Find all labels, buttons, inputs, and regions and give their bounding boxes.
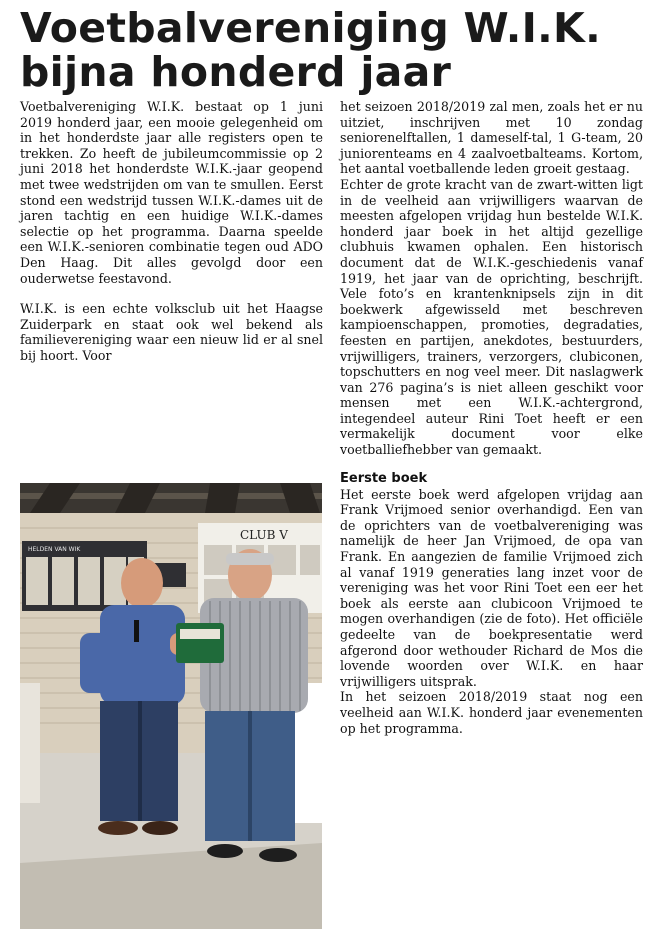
right-column (340, 99, 643, 736)
sign-club: CLUB V (240, 528, 288, 542)
paragraph-volksclub: W.I.K. is een echte volksclub uit het Haagse Zuiderpark en staat ook wel bekend als familievereniging waar een nieuw lid er al snel bij hoort. Voor (20, 301, 323, 363)
paragraph-kracht: Echter de grote kracht van de zwart-witten ligt in de veelheid aan vrijwilligers waarvan de meesten afgelopen vrijdag hun bestelde W.I.K. honderd jaar boek in het altijd gezellige clubhuis kwamen ophalen. Een historisch document dat de W.I.K.-geschiedenis vanaf 1919, het jaar van de oprichting, beschrijft. Vele foto’s en krantenknipsels zijn in dit boekwerk afgewisseld met beschreven kampioenschappen, promoties, degradaties, feesten en partijen, anekdotes, bestuurders, vrijwilligers, trainers, verzorgers, clubiconen, topschutters en nog veel meer. Dit naslagwerk van 276 pagina’s is niet alleen geschikt voor mensen met een W.I.K.-achtergrond, integendeel auteur Rini Toet heeft er een vermakelijk document voor elke voetballiefhebber van gemaakt. (340, 176, 643, 458)
paragraph-seizoen: het seizoen 2018/2019 zal men, zoals het er nu uitziet, inschrijven met 10 zondag seniorenelftallen, 1 dameself-tal, 1 G-team, 20 juniorenteams en 4 zaalvoetbalteams. Kortom, het aantal voetballende leden groeit gestaag. (340, 99, 643, 177)
paragraph-evenementen: In het seizoen 2018/2019 staat nog een veelheid aan W.I.K. honderd jaar evenementen op het programma. (340, 689, 643, 736)
subheading-eerste-boek: Eerste boek (340, 470, 428, 486)
paragraph-intro: Voetbalvereniging W.I.K. bestaat op 1 juni 2019 honderd jaar, een mooie gelegenheid om in het honderdste jaar alle registers open te trekken. Zo heeft de jubileumcommissie op 2 juni 2018 het honderdste W.I.K.-jaar geopend met twee wedstrijden om van te smullen. Eerst stond een wedstrijd tussen W.I.K.-dames uit de jaren tachtig en een huidige W.I.K.-dames selectie op het programma. Daarna speelde een W.I.K.-senioren combinatie tegen oud ADO Den Haag. Dit alles gevolgd door een ouderwetse feestavond. (20, 99, 323, 286)
article-photo (20, 483, 322, 929)
sign-helden: HELDEN VAN WIK (28, 546, 81, 553)
headline-line-2: bijna honderd jaar (20, 48, 452, 96)
left-column (20, 99, 323, 364)
paragraph-eerste-boek: Het eerste boek werd afgelopen vrijdag aan Frank Vrijmoed senior overhandigd. Een van de oprichters van de voetbalvereniging was namelijk de heer Jan Vrijmoed, de opa van Frank. En aangezien de familie Vrijmoed zich al vanaf 1919 generaties lang inzet voor de vereniging was het voor Rini Toet een eer het boek als eerste aan clubicoon Vrijmoed te mogen overhandigen (zie de foto). Het officiële gedeelte van de boekpresentatie werd afgerond door wethouder Richard de Mos die lovende woorden over W.I.K. en haar vrijwilligers uitsprak. (340, 486, 643, 689)
headline-line-1: Voetbalvereniging W.I.K. (20, 4, 601, 52)
article-headline (20, 6, 650, 94)
